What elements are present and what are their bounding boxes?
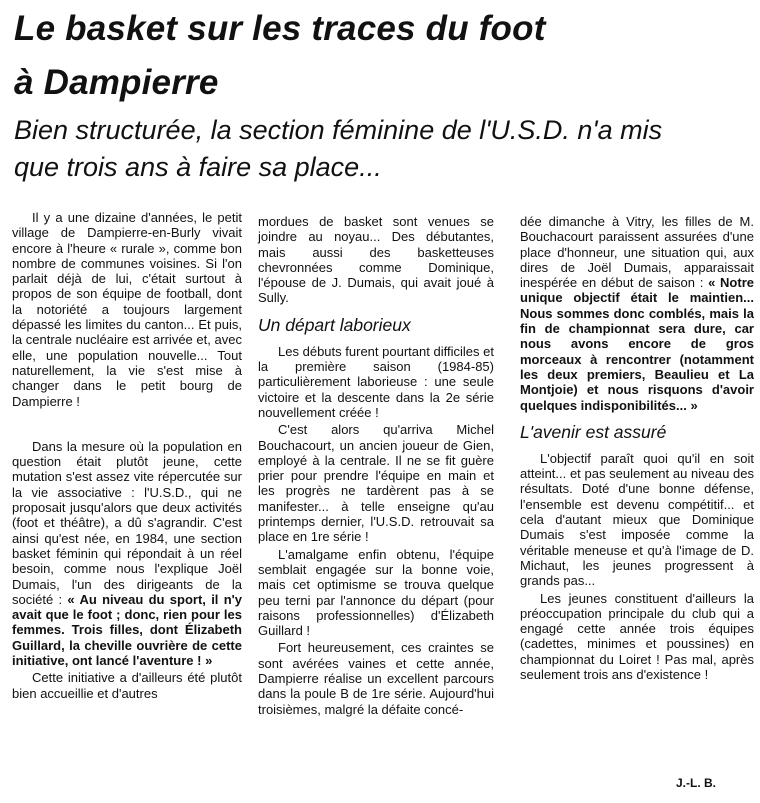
- paragraph: [12, 439, 242, 668]
- article-column-1: [12, 210, 242, 709]
- author-signature: J.-L. B.: [676, 776, 717, 790]
- subheadline-line-1: Bien structurée, la section féminine de l'U.S.D. n'a mis: [14, 115, 663, 145]
- headline-line-2: à Dampierre: [14, 63, 219, 102]
- paragraph-text: dée dimanche à Vitry, les filles de M. Bouchacourt paraissent assurées d'une place d'honneur, une situation qui, aux dires de Joël Dumais, apparaissait inespérée en début de saison :: [520, 214, 754, 291]
- section-heading: L'avenir est assuré: [520, 421, 667, 442]
- article-column-2: [258, 214, 494, 719]
- paragraph: mordues de basket sont venues se joindre au noyau... Des débutantes, mais aussi des basketteuses chevronnées comme Dominique, l'épouse de J. Dumais, qui avait joué à Sully.: [258, 214, 494, 306]
- headline-line-1: Le basket sur les traces du foot: [14, 9, 546, 48]
- quote-bold: « Au niveau du sport, il n'y avait que le foot ; donc, rien pour les femmes. Trois filles, dont Élizabeth Guillard, la cheville ouvrière de cette initiative, ont lancé l'aventure ! »: [12, 591, 242, 669]
- subheadline-line-2: que trois ans à faire sa place...: [14, 152, 382, 182]
- paragraph: L'amalgame enfin obtenu, l'équipe semblait engagée sur la bonne voie, mais cet optimisme se trouva quelque peu terni par l'annonce du départ (pour raisons professionnelles) d'Élizabeth Guillard !: [258, 546, 494, 639]
- paragraph: Les jeunes constituent d'ailleurs la préoccupation principale du club qui a engagé cette année trois équipes (cadettes, minimes et poussines) en championnat du Loiret ! Pas mal, après seulement trois ans d'existence !: [520, 590, 754, 683]
- paragraph: Les débuts furent pourtant difficiles et la première saison (1984-85) particulièrement laborieuse : une seule victoire et la descente dans la 2e série nouvellement créée !: [258, 343, 494, 420]
- paragraph: L'objectif paraît quoi qu'il en soit atteint... et pas seulement au niveau des résultats. Doté d'une bonne défense, l'ensemble est devenu compétitif... et cela d'autant mieux que Dominique Dumais s'est imposée comme la véritable meneuse et qu'à l'image de D. Michaut, les jeunes progressent à grands pas...: [520, 450, 754, 589]
- paragraph: Il y a une dizaine d'années, le petit village de Dampierre-en-Burly vivait encore à l'heure « rurale », comme bon nombre de communes voisines. Si l'on parlait déjà de lui, c'était surtout à propos de son équipe de football, dont la notoriété a toujours largement dépassé les limites du canton... Et puis, la centrale nucléaire est arrivée et, avec elle, une population nouvelle... Tout naturellement, la vie s'est mise à changer dans le petit bourg de Dampierre !: [12, 210, 242, 409]
- paragraph: Cette initiative a d'ailleurs été plutôt bien accueillie et d'autres: [12, 670, 242, 701]
- paragraph: [520, 214, 754, 413]
- article-column-3: [520, 214, 754, 684]
- section-heading: Un départ laborieux: [258, 314, 411, 335]
- subheadline: [14, 112, 754, 186]
- paragraph-text: Dans la mesure où la population en question était plutôt jeune, cette mutation s'est assez vite répercutée sur la vie associative : l'U.S.D., qui ne proposait jusqu'alors que deux activités (foot et théâtre), a dû s'agrandir. C'est ainsi qu'est née, en 1984, une section basket féminin qui répondait à un réel besoin, comme nous l'explique Joël Dumais, l'un des dirigeants de la société :: [12, 438, 242, 607]
- headline: [14, 2, 754, 110]
- quote-bold: « Notre unique objectif était le maintien... Nous sommes donc comblés, mais la fin de championnat sera dure, car nous avons encore de gros morceaux à rencontrer (notamment les deux premiers, Beaulieu et La Montjoie) et nous risquons d'avoir quelques indisponibilités... »: [520, 275, 754, 413]
- paragraph: Fort heureusement, ces craintes se sont avérées vaines et cette année, Dampierre réalise un excellent parcours dans la poule B de 1re série. Aujourd'hui troisièmes, malgré la défaite concé-: [258, 640, 494, 717]
- paragraph: C'est alors qu'arriva Michel Bouchacourt, un ancien joueur de Gien, employé à la centrale. Il ne se fit guère prier pour prendre l'équipe en main et les progrès ne tardèrent pas à se manifester... à telle enseigne qu'au printemps dernier, l'U.S.D. retrouvait sa place en 1re série !: [258, 422, 494, 545]
